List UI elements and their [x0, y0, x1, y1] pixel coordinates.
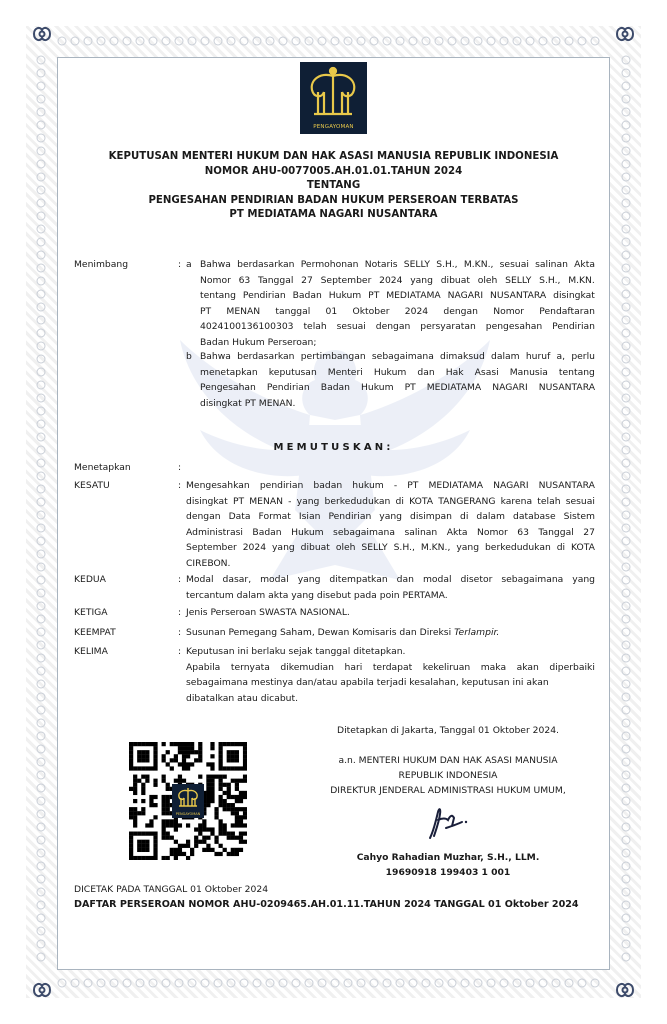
keempat-text	[186, 625, 499, 641]
kelima-paragraph	[186, 644, 595, 706]
menimbang-a-paragraph	[200, 257, 595, 350]
kesatu-paragraph	[186, 478, 595, 571]
kedua-label: KEDUA	[74, 574, 106, 585]
colon: :	[178, 259, 182, 270]
paragraph-line: Badan Hukum Perseroan;	[200, 336, 317, 348]
qr-code	[129, 742, 247, 860]
keempat-text-italic: Terlampir.	[454, 627, 500, 638]
place-date: Ditetapkan di Jakarta, Tanggal 01 Oktober 2024.	[337, 725, 559, 736]
decree-title	[70, 150, 597, 223]
corner-ornament-icon	[30, 978, 54, 1002]
signatory-title	[300, 753, 596, 798]
colon: :	[178, 480, 182, 491]
kedua-paragraph	[186, 572, 595, 603]
pengayoman-logo	[300, 62, 367, 134]
company-register: DAFTAR PERSEROAN NOMOR AHU-0209465.AH.01.11.TAHUN 2024 TANGGAL 01 Oktober 2024	[74, 899, 579, 910]
colon: :	[178, 607, 182, 618]
signatory-line: REPUBLIK INDONESIA	[398, 770, 498, 781]
signatory-name: Cahyo Rahadian Muzhar, S.H., LLM.	[356, 852, 540, 863]
corner-ornament-icon	[30, 22, 54, 46]
keempat-text-main: Susunan Pemegang Saham, Dewan Komisaris dan Direksi	[186, 627, 455, 638]
paragraph-line: Modal dasar, modal yang ditempatkan dan modal disetor sebagaimana yang	[186, 574, 595, 585]
paragraph-line: Bahwa berdasarkan pertimbangan sebagaimana dimaksud dalam huruf a, perlu	[200, 351, 595, 362]
signature-image	[422, 800, 472, 844]
paragraph-line: disingkat PT MENAN - yang berkedudukan di KOTA TANGERANG karena telah sesuai	[186, 495, 595, 507]
paragraph-line: Pengesahan Pendirian Badan Hukum PT MEDIATAMA NAGARI NUSANTARA	[200, 382, 595, 393]
colon: :	[178, 646, 182, 657]
logo-caption: PENGAYOMAN	[313, 124, 354, 130]
title-line: TENTANG	[306, 180, 361, 191]
printed-date: DICETAK PADA TANGGAL 01 Oktober 2024	[74, 884, 269, 895]
ketiga-label: KETIGA	[74, 607, 108, 618]
colon: :	[178, 627, 182, 638]
kelima-label: KELIMA	[74, 646, 108, 657]
paragraph-line: 4024100136100303 telah sesuai dengan persyaratan pengesahan Pendirian	[200, 321, 595, 332]
paragraph-line: September 2024 yang dibuat oleh SELLY S.H., M.KN., yang berkedudukan di KOTA	[186, 542, 595, 553]
paragraph-line: tentang Pendirian Badan Hukum PT MEDIATAMA NAGARI NUSANTARA disingkat	[200, 290, 595, 301]
paragraph-line: CIREBON.	[186, 557, 231, 569]
menetapkan-label: Menetapkan	[74, 462, 131, 473]
ketiga-text: Jenis Perseroan SWASTA NASIONAL.	[186, 607, 350, 618]
paragraph-line: tercantum dalam akta yang disebut pada poin PERTAMA.	[186, 589, 448, 601]
paragraph-line: Mengesahkan pendirian badan hukum - PT MEDIATAMA NAGARI NUSANTARA	[186, 480, 595, 491]
title-line: PENGESAHAN PENDIRIAN BADAN HUKUM PERSEROAN TERBATAS	[148, 194, 519, 206]
colon: :	[178, 462, 182, 473]
paragraph-line: Administrasi Badan Hukum sebagaimana salinan Akta Nomor 63 Tanggal 27	[186, 526, 595, 538]
title-line: KEPUTUSAN MENTERI HUKUM DAN HAK ASASI MANUSIA REPUBLIK INDONESIA	[108, 151, 559, 162]
paragraph-line: PT MENAN tanggal 01 Oktober 2024 dengan Nomor Pendaftaran	[200, 305, 595, 317]
memutuskan-heading: MEMUTUSKAN:	[273, 442, 394, 453]
keempat-label: KEEMPAT	[74, 627, 116, 638]
qr-logo	[172, 784, 204, 818]
pengayoman-tree-icon	[172, 784, 204, 810]
qr-logo-caption: PENGAYOMAN	[175, 812, 201, 816]
paragraph-line: menetapkan keputusan Menteri Hukum dan Hak Asasi Manusia tentang	[200, 366, 595, 378]
title-line: NOMOR AHU-0077005.AH.01.01.TAHUN 2024	[204, 165, 463, 177]
title-line: PT MEDIATAMA NAGARI NUSANTARA	[229, 209, 438, 220]
paragraph-line: dibatalkan atau dicabut.	[186, 692, 299, 704]
paragraph-line: Bahwa berdasarkan Permohonan Notaris SELLY S.H., M.KN., sesuai salinan Akta	[200, 259, 595, 270]
signatory-nip: 19690918 199403 1 001	[385, 867, 511, 878]
signatory-line: DIREKTUR JENDERAL ADMINISTRASI HUKUM UMUM,	[330, 785, 566, 796]
paragraph-line: sebagaimana mestinya dan/atau apabila terjadi kesalahan, keputusan ini akan	[186, 677, 549, 688]
colon: :	[178, 574, 182, 585]
paragraph-line: dengan Data Format Isian Pendirian yang disimpan di dalam database Sistem	[186, 511, 595, 522]
paragraph-line: disingkat PT MENAN.	[200, 397, 296, 409]
corner-ornament-icon	[613, 22, 637, 46]
paragraph-line: Apabila ternyata dikemudian hari terdapat kekeliruan maka akan diperbaiki	[186, 661, 595, 673]
paragraph-line: Keputusan ini berlaku sejak tanggal ditetapkan.	[186, 646, 406, 657]
item-letter-a: a	[186, 259, 192, 270]
menimbang-b-paragraph	[200, 349, 595, 411]
corner-ornament-icon	[613, 978, 637, 1002]
paragraph-line: Nomor 63 Tanggal 27 September 2024 yang dibuat oleh SELLY S.H., M.KN.	[200, 274, 595, 286]
signatory-line: a.n. MENTERI HUKUM DAN HAK ASASI MANUSIA	[338, 755, 558, 766]
menimbang-label: Menimbang	[74, 259, 129, 270]
item-letter-b: b	[186, 351, 192, 362]
kesatu-label: KESATU	[74, 480, 110, 491]
